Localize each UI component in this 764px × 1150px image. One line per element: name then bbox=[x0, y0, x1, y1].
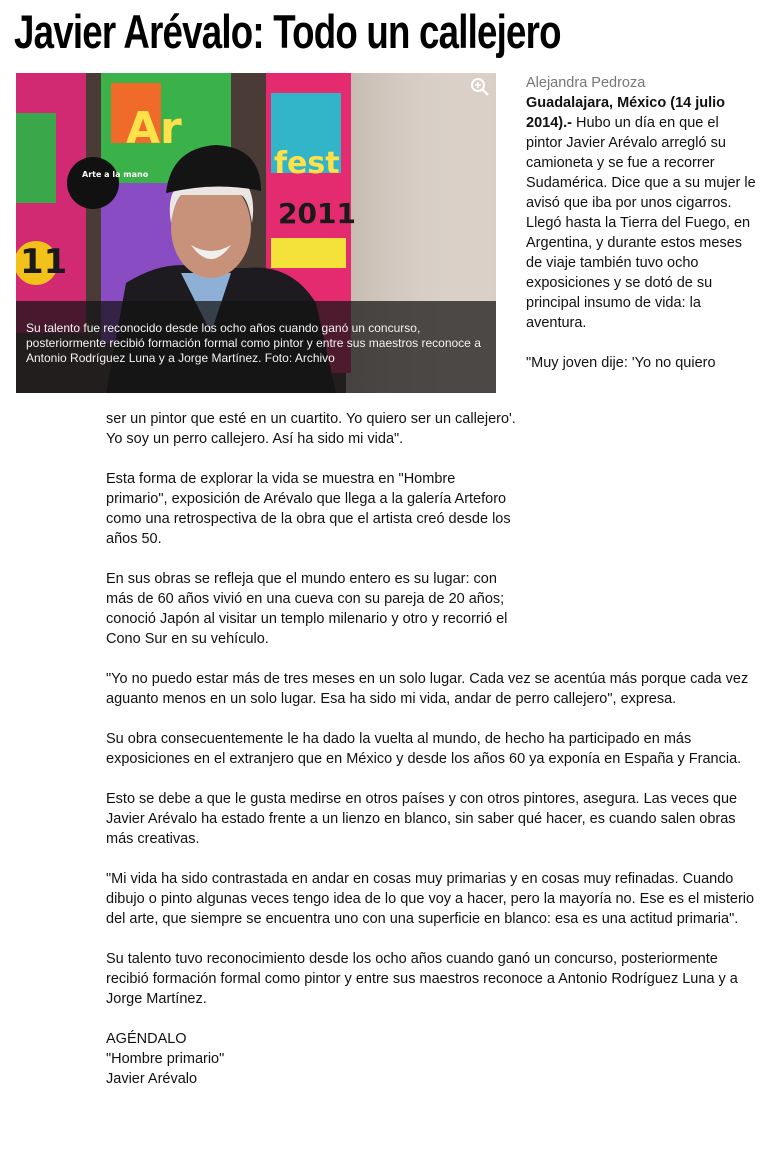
article-headline: Javier Arévalo: Todo un callejero bbox=[14, 5, 561, 58]
poster-badge-text: Arte a la mano bbox=[82, 170, 149, 179]
dateline: Guadalajara, México (14 julio 2014).- bbox=[526, 95, 726, 131]
author-byline: Alejandra Pedroza bbox=[526, 75, 646, 91]
agenda-artist: Javier Arévalo bbox=[106, 1071, 198, 1087]
body-paragraph: Su obra consecuentemente le ha dado la vuelta al mundo, de hecho ha participado en más exposiciones en el extranjero que en México y desde los años 60 ya exponía en España y Francia. bbox=[106, 731, 742, 767]
article-photo[interactable] bbox=[16, 73, 496, 393]
body-paragraph: "Yo no puedo estar más de tres meses en un solo lugar. Cada vez se acentúa más porque cada vez aguanto menos en un solo lugar. Esa ha sido mi vida, andar de perro callejero", expresa. bbox=[106, 671, 749, 707]
agenda-label: AGÉNDALO bbox=[106, 1031, 187, 1047]
lead-paragraph bbox=[526, 93, 758, 333]
agenda-exhibition: "Hombre primario" bbox=[106, 1051, 225, 1067]
poster-fest-text: fest bbox=[274, 146, 340, 181]
article-body bbox=[106, 409, 758, 1089]
article-intro-column bbox=[526, 73, 758, 373]
body-paragraph: Su talento tuvo reconocimiento desde los ocho años cuando ganó un concurso, posteriormente recibió formación formal como pintor y entre sus maestros reconoce a Antonio Rodríguez Luna y a Jorge Martínez. bbox=[106, 951, 738, 1007]
poster-year-text: 2011 bbox=[278, 197, 356, 230]
body-paragraph: En sus obras se refleja que el mundo entero es su lugar: con más de 60 años vivió en una cueva con su pareja de 20 años; conoció Japón al visitar un templo milenario y otro y recorrió el Cono Sur en su vehículo. bbox=[106, 571, 508, 647]
body-paragraph: Esta forma de explorar la vida se muestra en "Hombre primario", exposición de Arévalo que llega a la galería Arteforo como una retrospectiva de la obra que el artista creó desde los años 50. bbox=[106, 471, 511, 547]
body-paragraph: Esto se debe a que le gusta medirse en otros países y con otros pintores, asegura. Las veces que Javier Arévalo ha estado frente a un lienzo en blanco, sin saber qué hacer, es cuando salen obras más creativas. bbox=[106, 791, 738, 847]
quote-start: "Muy joven dije: 'Yo no quiero bbox=[526, 355, 716, 371]
lead-text: Hubo un día en que el pintor Javier Arévalo arregló su camioneta y se fue a recorrer Sudamérica. Dice que a su mujer le avisó que iba por unos cigarros. Llegó hasta la Tierra del Fuego, en Argentina, y durante estos meses de viaje también tuvo ocho exposiciones y se dotó de su principal insumo de vida: la aventura. bbox=[526, 115, 756, 331]
quote-continuation: ser un pintor que esté en un cuartito. Yo quiero ser un callejero'. Yo soy un perro callejero. Así ha sido mi vida". bbox=[106, 411, 516, 447]
svg-text:11: 11 bbox=[20, 242, 68, 282]
photo-caption: Su talento fue reconocido desde los ocho años cuando ganó un concurso, posteriormente recibió formación formal como pintor y entre sus maestros reconoce a Antonio Rodríguez Luna y a Jorge Martínez. Foto: Archivo bbox=[16, 301, 496, 393]
magnifier-plus-icon[interactable] bbox=[470, 77, 490, 97]
body-paragraph: "Mi vida ha sido contrastada en andar en cosas muy primarias y en cosas muy refinadas. Cuando dibujo o pinto algunas veces tengo idea de lo que voy a hacer, pero la mayoría no. Ese es el misterio del arte, que siempre se encuentra uno con una superficie en blanco: esa es una actitud primaria". bbox=[106, 871, 755, 927]
poster-title-text: Ar bbox=[126, 103, 182, 154]
